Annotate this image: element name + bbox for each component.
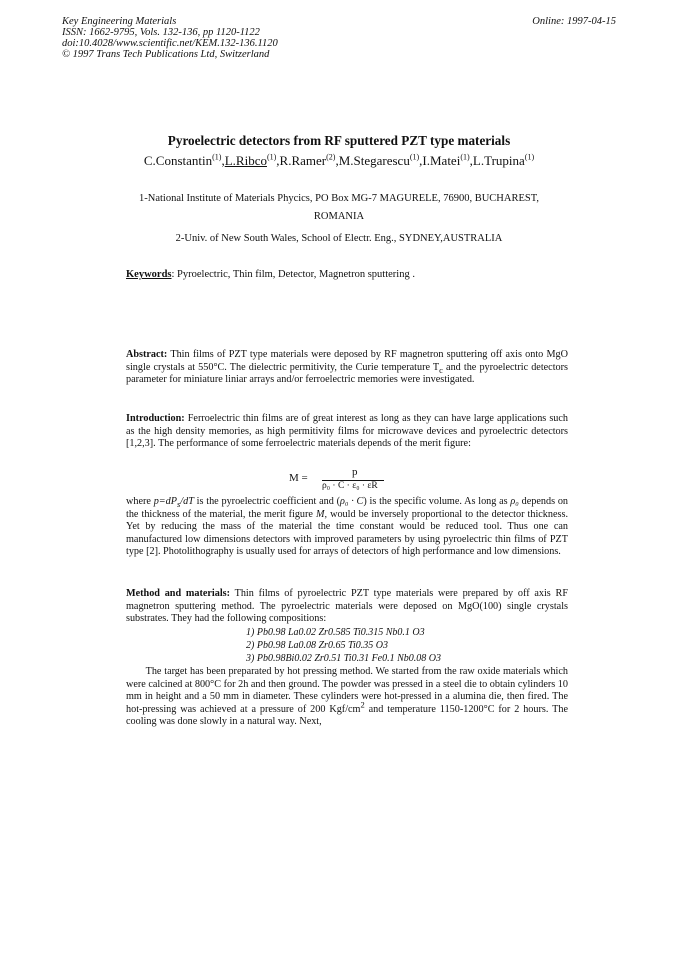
author: C.Constantin [143,153,213,168]
abstract-text: Thin films of PZT type materials were deposed by RF magnetron sputtering off axis onto MgO single crystals at 550°C. The dielectric permitivity, the Curie temperature T [126,349,568,373]
math-subscript: s [176,499,181,510]
journal-name: Key Engineering Materials [62,16,177,27]
curie-subscript: c [439,364,443,375]
math-rho: ρ₀ [510,496,519,507]
formula-numerator: p [352,466,358,478]
introduction-continued [126,496,568,559]
author-affiliation-mark: (1) [266,152,277,162]
abstract-label: Abstract: [126,349,168,360]
methods-text-2: The target has been preparated by hot pressing method. We started from the raw oxide materials which were calcined at 800°C for 2h and then ground. The powder was pressed in a steel die to obtain cylinders 10 mm in height and a 50 mm in diameter. These cylinders were hot-pressed in a alumina die, then fired. The hot-pressing was achieved at a pressure of 200 Kgf/cm [126,666,568,715]
author: M.Stegarescu [338,153,410,168]
author-affiliation-mark: (1) [460,152,470,162]
author-affiliation-mark: (2) [326,152,336,162]
math-M: M, [316,508,328,520]
text-span: would be inversely proportional to the detector thickness. Yet by reducing the mass of the material the time constant would be reduced tool. Thus one can manufactured low dimensions detectors with improved parameters by using pyroelectric thin films of PZT type [2]. Photolithography is usually used for arrays of detectors of high performance and low dimensions. [126,508,568,558]
introduction-label: Introduction: [126,413,185,424]
author-affiliation-mark: (1) [212,152,222,162]
math-p: p=dP [153,496,177,507]
journal-header [62,16,278,60]
keywords-text: Pyroelectric, Thin film, Detector, Magnetron sputtering . [177,269,415,280]
composition-text: 2) Pb0.98 La0.08 Zr0.65 Ti0.35 O3 [246,640,388,651]
methods-text-3: and temperature 1150-1200°C for 2 hours. The cooling was done slowly in a natural way. Next, [126,703,568,728]
formula-denominator: ρ₀ · C · ε₀ · εR [322,481,378,491]
keywords: Keywords: Pyroelectric, Thin film, Detector, Magnetron sputtering . [126,269,415,280]
introduction-text: Ferroelectric thin films are of great interest as long as they can have large applications such as the high density memories, as high permitivity films for microwave devices and pyroelectric detectors [1,2,3]. The performance of some ferroelectric materials depends of the merit figure: [126,413,568,450]
paper-title: Pyroelectric detectors from RF sputtered PZT type materials [167,133,511,148]
text-span: is the pyroelectric coefficient and ( [193,496,340,507]
author-affiliation-mark: (1) [524,152,535,162]
composition-2 [246,640,388,651]
composition-1 [246,627,425,638]
composition-text: 3) Pb0.98Bi0.02 Zr0.51 Ti0.31 Fe0.1 Nb0.08 O3 [246,653,442,664]
methods-label: Method and materials: [126,588,231,599]
author-list: C.Constantin$^{(1)}$,L.Ribco$^{(1)}$,R.Ramer$^{(2)}$,M.Stegarescu$^{(1)}$,I.Matei$^{(1)}$,L.Trupina$^{(1)}$ [143,152,535,168]
affiliation-line: 2-Univ. of New South Wales, School of Electr. Eng., SYDNEY,AUSTRALIA [175,233,503,244]
issn-line: ISSN: 1662-9795, Vols. 132-136, pp 1120-1122 [62,27,260,38]
copyright-line: © 1997 Trans Tech Publications Ltd, Switzerland [62,49,270,60]
author: L.Trupina [472,153,525,168]
text-span: ) is the specific volume. As long as [363,496,511,507]
affiliation-line: 1-National Institute of Materials Phycics, PO Box MG-7 MAGURELE, 76900, BUCHAREST, [139,193,539,204]
text-span: depends on the thickness of the material, the merit figure [126,496,569,520]
math-dt: /dT [180,496,194,507]
composition-text: 1) Pb0.98 La0.02 Zr0.585 Ti0.315 Nb0.1 O3 [246,627,425,638]
abstract [126,349,568,387]
methods-text: Thin films of pyroelectric PZT type materials were prepared by off axis RF magnetron sputtering method. The pyroelectric materials were deposed on MgO(100) single crystals substrates. They had the following compositions: [126,588,568,625]
author: L.Ribco [224,153,267,168]
keywords-label: Keywords [126,269,172,280]
methods-continued [126,666,568,729]
formula-lhs: M = [289,472,308,484]
unit-superscript: 2 [360,699,365,710]
online-date: Online: 1997-04-15 [532,16,616,27]
math-rho-c: ρ₀ · C [339,496,364,507]
author: I.Matei [422,153,461,168]
composition-3 [246,653,441,664]
doi-line: doi:10.4028/www.scientific.net/KEM.132-136.1120 [62,38,278,49]
author-affiliation-mark: (1) [409,152,420,162]
methods [126,588,568,626]
author: R.Ramer [279,153,327,168]
text-span: where [126,496,151,507]
affiliation-line: ROMANIA [313,211,365,222]
abstract-text-cont: and the pyroelectric detectors parameter for miniature liniar arrays and/or ferroelectric memories were investigated. [126,361,568,386]
introduction [126,413,568,451]
